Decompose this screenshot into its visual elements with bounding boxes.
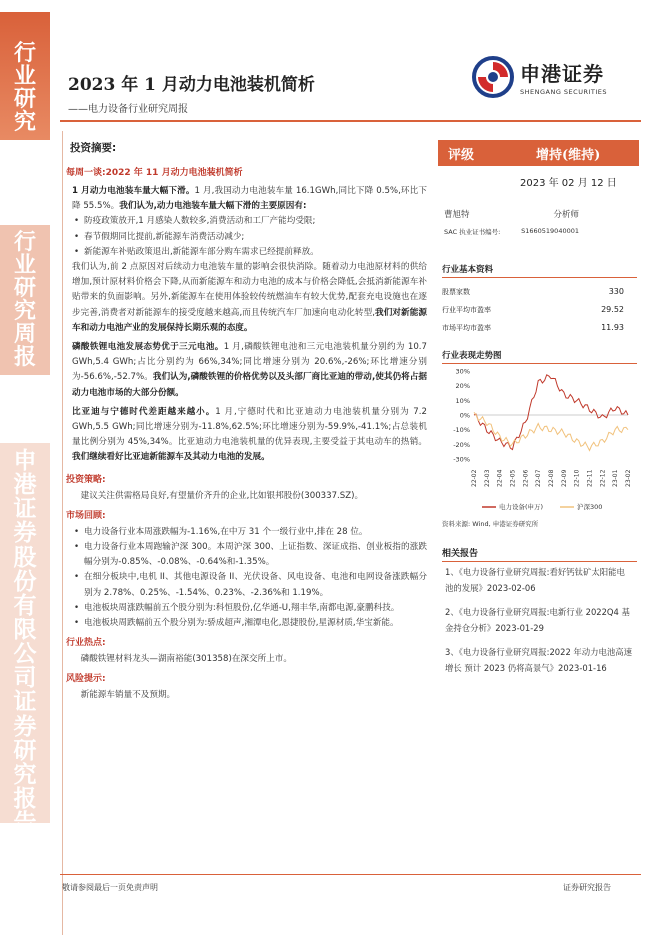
performance-chart [442, 363, 637, 515]
x-tick-label: 22-05 [509, 469, 517, 487]
industry-info-row [442, 301, 624, 319]
reason-item: • 新能源车补贴政策退出,新能源车部分购车需求已经提前释放。 [72, 245, 427, 260]
y-tick-label: -30% [453, 455, 470, 464]
sidebar-char: 研 [13, 275, 36, 302]
legend-label: 电力设备(申万) [499, 503, 544, 511]
sidebar-char: 研 [13, 86, 36, 113]
market-review-item: • 在细分板块中,电机 II、其他电源设备 II、光伏设备、风电设备、电池和电网设备涨跌幅分别为 2.78%、0.25%、-1.54%、0.23%、-2.36%和 1.19%。 [72, 570, 427, 600]
market-review-item: • 电池板块周涨跌幅前五个股分别为:科恒股份,亿华通-U,翔丰华,南都电源,豪鹏科技。 [72, 601, 427, 616]
sidebar-char: 券 [13, 519, 37, 547]
p3-text: 1 月,磷酸铁锂电池和三元电池装机量分别约为 10.7 GWh,5.4 GWh;占比分别约为 66%,34%;同比增速分别为 20.6%,-26%;环比增速分别为-56.6%,-52.7%。 [72, 342, 427, 383]
sidebar-block-company-name [0, 443, 50, 837]
industry-info-label: 市场平均市盈率 [442, 324, 491, 332]
footer-report-type: 证券研究报告 [563, 883, 611, 892]
series-line-1 [474, 412, 628, 450]
reason-item: • 防疫政策放开,1 月感染人数较多,消费活动和工厂产能均受限; [72, 214, 427, 229]
p1-bold2: 我们认为,动力电池装车量大幅下滑的主要原因有: [119, 201, 307, 212]
industry-info-value: 11.93 [601, 323, 624, 332]
sidebar-char: 股 [13, 543, 37, 571]
x-tick-label: 22-06 [522, 469, 530, 487]
related-report-item[interactable]: 3、《电力设备行业研究周报:2022 年动力电池高速增长 预计 2023 仍将高景气》2023-01-16 [445, 647, 633, 673]
market-review-item: • 电力设备行业本周跑输沪深 300。本周沪深 300、上证指数、深证成指、创业板指的涨跌幅分别为-0.85%、-0.08%、-0.64%和-1.35%。 [72, 540, 427, 570]
sidebar-char: 港 [13, 471, 37, 499]
series-line-0 [474, 375, 628, 450]
logo-mark-icon [472, 56, 514, 98]
sac-number: S1660519040001 [521, 227, 579, 235]
sidebar-char: 有 [13, 591, 37, 619]
reasons-list [72, 214, 427, 260]
industry-info-value: 330 [608, 287, 624, 296]
chart-source: 资料来源: Wind, 申港证券研究所 [442, 520, 539, 528]
sidebar-char: 券 [13, 712, 37, 740]
sidebar-char: 业 [13, 63, 36, 90]
sidebar-char: 告 [13, 809, 37, 837]
footer-disclaimer[interactable]: 敬请参阅最后一页免责声明 [62, 883, 158, 892]
x-tick-label: 22-08 [548, 469, 555, 487]
footer-divider [60, 874, 641, 875]
p2-bold: 我们对新能源车和动力电池产业的发展保持长期乐观的态度。 [72, 307, 427, 333]
x-tick-label: 23-02 [625, 469, 632, 487]
market-review-item: • 电力设备行业本周涨跌幅为-1.16%,在中万 31 个一级行业中,排在 28 位。 [72, 525, 427, 540]
y-tick-label: 10% [455, 396, 470, 405]
p1-bold: 1 月动力电池装车量大幅下滑。 [72, 186, 195, 196]
sidebar-char: 业 [13, 252, 36, 279]
logo-text-cn: 申港证券 [520, 62, 604, 86]
y-tick-label: 20% [455, 382, 470, 391]
market-review-title: 市场回顾: [66, 510, 106, 521]
reason-item: • 春节假期同比提前,新能源车消费活动减少; [72, 230, 427, 245]
sidebar-char: 证 [13, 495, 37, 523]
y-tick-label: 0% [459, 411, 470, 420]
strategy-title: 投资策略: [66, 474, 106, 485]
x-tick-label: 22-03 [483, 469, 491, 487]
sidebar-char: 周 [13, 321, 36, 348]
related-reports-title: 相关报告 [442, 546, 637, 562]
logo-text-en: SHENGANG SECURITIES [520, 88, 608, 96]
rating-value: 增持(维持) [536, 147, 601, 163]
industry-info-label: 股票家数 [442, 288, 470, 296]
y-tick-label: -20% [453, 440, 470, 449]
risk-text: 新能源车销量不及预期。 [80, 690, 176, 701]
company-logo [472, 54, 632, 100]
y-tick-label: -10% [453, 426, 470, 435]
sidebar-char: 司 [13, 664, 37, 692]
x-tick-label: 22-11 [586, 469, 594, 487]
risk-title: 风险提示: [66, 674, 106, 685]
sidebar-char: 行 [13, 229, 36, 255]
x-tick-label: 22-07 [535, 469, 543, 487]
analyst-name: 曹旭特 [444, 210, 470, 220]
y-tick-label: 30% [455, 367, 470, 376]
analyst-role: 分析师 [553, 210, 579, 220]
market-review-list [62, 525, 427, 631]
sidebar-block-industry-research [0, 12, 50, 140]
industry-info-value: 29.52 [601, 305, 624, 314]
p3-bold: 磷酸铁锂电池发展态势优于三元电池。 [72, 342, 224, 353]
weekly-topic-title: 每周一谈:2022 年 11 月动力电池装机简析 [66, 168, 243, 178]
sidebar-char: 报 [13, 344, 36, 371]
industry-hot-title: 行业热点: [66, 638, 106, 649]
p3-bold2: 我们认为,磷酸铁锂的价格优势以及头部厂商比亚迪的带动,使其仍将占据动力电池市场的大部分份额。 [72, 372, 427, 398]
industry-hot-text: 磷酸铁锂材料龙头—湖南裕能(301358)在深交所上市。 [80, 654, 292, 665]
paragraph-1 [72, 184, 427, 214]
x-tick-label: 22-12 [599, 469, 607, 487]
sidebar-char: 报 [13, 784, 37, 812]
paragraph-3 [72, 340, 427, 401]
sidebar-char: 证 [13, 688, 37, 716]
main-content [62, 128, 427, 704]
industry-info-label: 行业平均市盈率 [442, 306, 491, 314]
sidebar-char: 究 [13, 298, 36, 325]
sidebar-char: 限 [13, 615, 37, 643]
sidebar-char: 究 [13, 760, 37, 788]
p4-bold: 比亚迪与宁德时代差距越来越小。 [72, 406, 216, 417]
p1-text: 1 月,我国动力电池装车量 16.1GWh,同比下降 0.5%,环比下降 55.5%。 [72, 186, 427, 212]
p4-bold2: 我们继续看好比亚迪新能源车及其动力电池的发展。 [72, 452, 270, 463]
legend-label: 沪深300 [577, 503, 603, 511]
sidebar-char: 申 [13, 447, 37, 474]
performance-chart-title: 行业表现走势图 [442, 349, 637, 364]
related-report-item[interactable]: 2、《电力设备行业研究周报:电新行业 2022Q4 基金持仓分析》2023-01-29 [445, 607, 630, 633]
sidebar-char: 研 [13, 736, 37, 764]
p4-text: 1 月,宁德时代和比亚迪动力电池装机量分别为 7.2 GWh,5.5 GWh;同比增速分别为-11.8%,62.5%;环比增速分别为-59.9%,-41.1%;占总装机量比例分别为 45%,34%。比亚迪动力电池装机量的优异表现,主要受益于其电动车的热销。 [72, 406, 427, 448]
header-divider [60, 120, 641, 122]
industry-info-table [442, 283, 624, 337]
x-tick-label: 22-04 [496, 469, 504, 487]
sidebar-char: 行 [13, 40, 36, 66]
sidebar-char: 份 [13, 567, 37, 595]
sac-label: SAC 执业证书编号: [444, 228, 501, 236]
industry-info-row [442, 319, 624, 337]
sidebar-block-weekly-report [0, 225, 50, 375]
report-date: 2023 年 02 月 12 日 [520, 178, 617, 189]
page-subtitle: ——电力设备行业研究周报 [68, 104, 188, 115]
analyst-info [444, 208, 639, 243]
sidebar-char: 究 [13, 109, 36, 136]
x-tick-label: 22-09 [560, 469, 568, 487]
market-review-item: • 电池板块周跌幅前五个股分别为:骄成超声,湘潭电化,恩捷股份,星源材质,华宝新能。 [72, 616, 427, 631]
x-tick-label: 23-01 [612, 469, 620, 487]
industry-info-title: 行业基本资料 [442, 263, 637, 278]
paragraph-4 [72, 405, 427, 466]
left-sidebar [0, 0, 50, 935]
rating-bar [438, 140, 639, 166]
industry-info-row [442, 283, 624, 301]
summary-heading: 投资摘要: [70, 142, 117, 154]
paragraph-2 [72, 260, 427, 336]
p2-text: 我们认为,前 2 点原因对后续动力电池装车量的影响会很快消除。随着动力电池原材料的供给增加,预计原材料价格会下降,从而新能源车和动力电池的成本与价格会降低,会抵消新能源车补贴带来的负面影响。另外,新能源车在使用体验较传统燃油车有较大优势,配套充电设施也在逐步完善,消费者对新能源车的接受度越来越高,而且传统汽车厂加速向电动化转型, [72, 262, 427, 318]
sidebar-char: 公 [13, 640, 37, 668]
related-reports-list [445, 565, 633, 685]
strategy-text: 建议关注供需格局良好,有望量价齐升的企业,比如银邦股份(300337.SZ)。 [80, 490, 364, 501]
x-tick-label: 22-02 [471, 469, 478, 487]
page-title: 2023 年 1 月动力电池装机简析 [68, 75, 315, 95]
rating-label: 评级 [448, 147, 475, 163]
x-tick-label: 22-10 [573, 469, 581, 487]
related-report-item[interactable]: 1、《电力设备行业研究周报:看好钙钛矿太阳能电池的发展》2023-02-06 [445, 567, 625, 593]
